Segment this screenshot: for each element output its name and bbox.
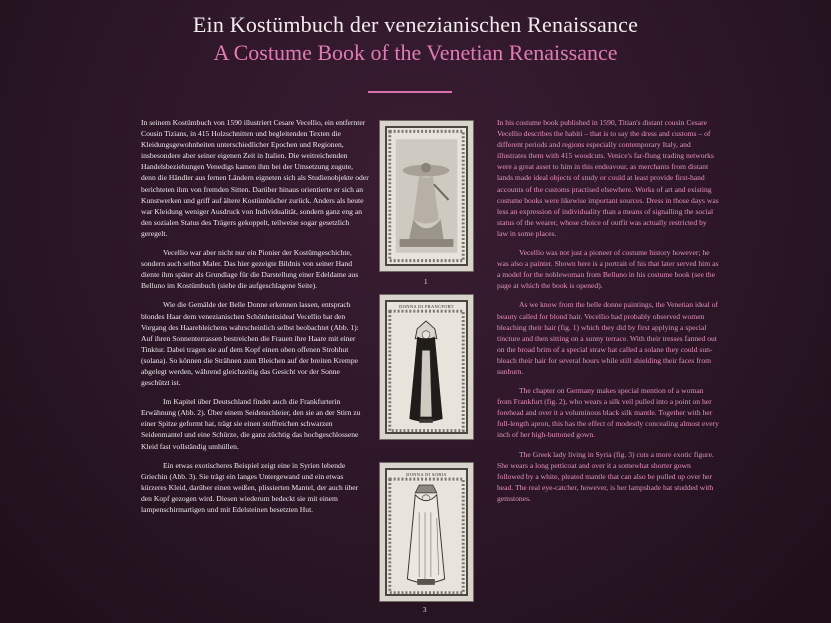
english-paragraph-2: Vecellio was not just a pioneer of costume history however; he was also a painter. Shown here is a portrait of his that later served him as a model for the noblewoman from Belluno in his costume book (see the page at which the book is opened). [497, 248, 719, 291]
english-paragraph-4: The chapter on Germany makes special mention of a woman from Frankfurt (fig. 2), who wears a silk veil pulled into a point on her forehead and over it a voluminous black silk mantle. Together with her full-length apron, this has the effect of modestly concealing almost every inch of her high-buttoned gown. [497, 386, 719, 440]
german-paragraph-4: Im Kapitel über Deutschland findet auch die Frankfurterin Erwähnung (Abb. 2). Über einem Seidenschleier, den sie an der Stirn zu einer Spitze geformt hat, trägt sie einen stoffreichen schwarzen Seidenmantel und eine Schürze, die ganz züchtig das hochgeschlossene Kleid fast vollständig umhüllen. [141, 397, 361, 451]
woodcut-plate-2 [379, 294, 474, 440]
woodcut-plate-3 [379, 462, 474, 602]
title-english: A Costume Book of the Venetian Renaissance [213, 40, 618, 65]
german-paragraph-1: In seinem Kostümbuch von 1590 illustriert Cesare Vecellio, ein entfernter Cousin Tizians, in 415 Holzschnitten und begleitenden Texten die Kleidungsgewohnheiten unterschiedlicher Epochen und Regionen, insbesondere aber seiner eigenen Zeit in Italien. Die weitreichenden Handelsbeziehungen Venedigs kamen ihm bei der Umsetzung zugute, denn die Händler aus fernen Ländern eigneten sich als Studienobjekte oder berichteten ihm von fremden Sitten. Darüber hinaus orientierte er sich an Kunstwerken und griff auf ältere Kostümbücher zurück. Anders als heute war Kleidung weniger Ausdruck von Individualität, sondern ganz eng an den sozialen Status des Trägers gekoppelt, teilweise sogar gesetzlich geregelt. [141, 118, 369, 238]
woodcut-plate-1 [379, 120, 474, 272]
german-paragraph-3: Wie die Gemälde der Belle Donne erkennen lassen, entsprach blondes Haar dem venezianischen Schönheitsideal Vecellio hat den Vorgang des Haarebleichens wahrscheinlich selbst beobachtet (Abb. 1): Auf ihren Sonnenterrassen bestreichen die Frauen ihre Haare mit einer Tinktur. Dabei tragen sie auf dem Kopf einen oben offenen Strohhut (solana). So können die Strähnen zum Bleichen auf der breiten Krempe abgelegt werden, während gleichzeitig das Gesicht vor der Sonne geschützt ist. [141, 300, 359, 388]
title-divider [368, 91, 452, 93]
german-text-column [141, 117, 369, 523]
english-paragraph-5: The Greek lady living in Syria (fig. 3) cuts a more exotic figure. She wears a long petticoat and over it a somewhat shorter gown followed by a white, pleated mantle that can also be pulled up over her head. The real eye-catcher, however, is her lampshade hat studded with gemstones. [497, 449, 714, 503]
german-paragraph-5: Ein etwas exotischeres Beispiel zeigt eine in Syrien lebende Griechin (Abb. 3). Sie trägt ein langes Untergewand und ein etwas kürzeres Kleid, darüber einen weißen, plissierten Mantel, der auch über den Kopf gezogen wird. Diesen wiederum bedeckt sie mit einem lampenschirmartigen und mit Edelsteinen besetzten Hut. [141, 460, 359, 514]
figure-number-1: 1 [424, 278, 428, 286]
woodcut-illustration-frankfurt-woman [380, 295, 473, 439]
title-german: Ein Kostümbuch der venezianischen Renaissance [192, 12, 639, 37]
woodcut-illustration-syrian-greek-woman [380, 463, 473, 601]
plate-2-caption: DONNA DI FRANCFORT [399, 304, 454, 309]
english-paragraph-3: As we know from the belle donne paintings, the Venetian ideal of beauty called for blond hair. Vecellio had probably observed women bleaching their hair (fig. 1) which they did by first applying a special tincture and then sitting on a sunny terrace. With their tresses fanned out on the broad brim of a special straw hat called a solane they could sun-bleach their hair for several hours while still shielding their faces from sunburn. [497, 300, 718, 376]
english-paragraph-1: In his costume book published in 1590, Titian's distant cousin Cesare Vecellio describes the habiti – that is to say the dress and customs – of different periods and regions especially contemporary Italy, and illustrates them with 415 woodcuts. Venice's far-flung trading networks were a great asset to him in this endeavour, as merchants from distant lands made ideal objects of study or could at least provide first-hand accounts of the customs practised elsewhere. Works of art and existing costume books were likewise important sources. Dress in those days was less an expression of individuality than a means of signalling the social status of the wearer, whose choice of outfit was actually restricted by law in some places. [497, 118, 719, 238]
woodcut-illustration-hair-bleaching [380, 121, 473, 271]
english-text-column [497, 117, 719, 512]
plate-3-caption: DONNA DI SORIA [406, 472, 447, 477]
figure-number-3: 3 [423, 606, 427, 614]
german-paragraph-2: Vecellio war aber nicht nur ein Pionier der Kostümgeschichte, sondern auch selbst Maler. Das hier gezeigte Bildnis von seiner Hand diente ihm später als Grundlage für die Darstellung einer Edeldame aus Belluno im Kostümbuch (siehe die aufgeschlagene Seite). [141, 248, 359, 291]
